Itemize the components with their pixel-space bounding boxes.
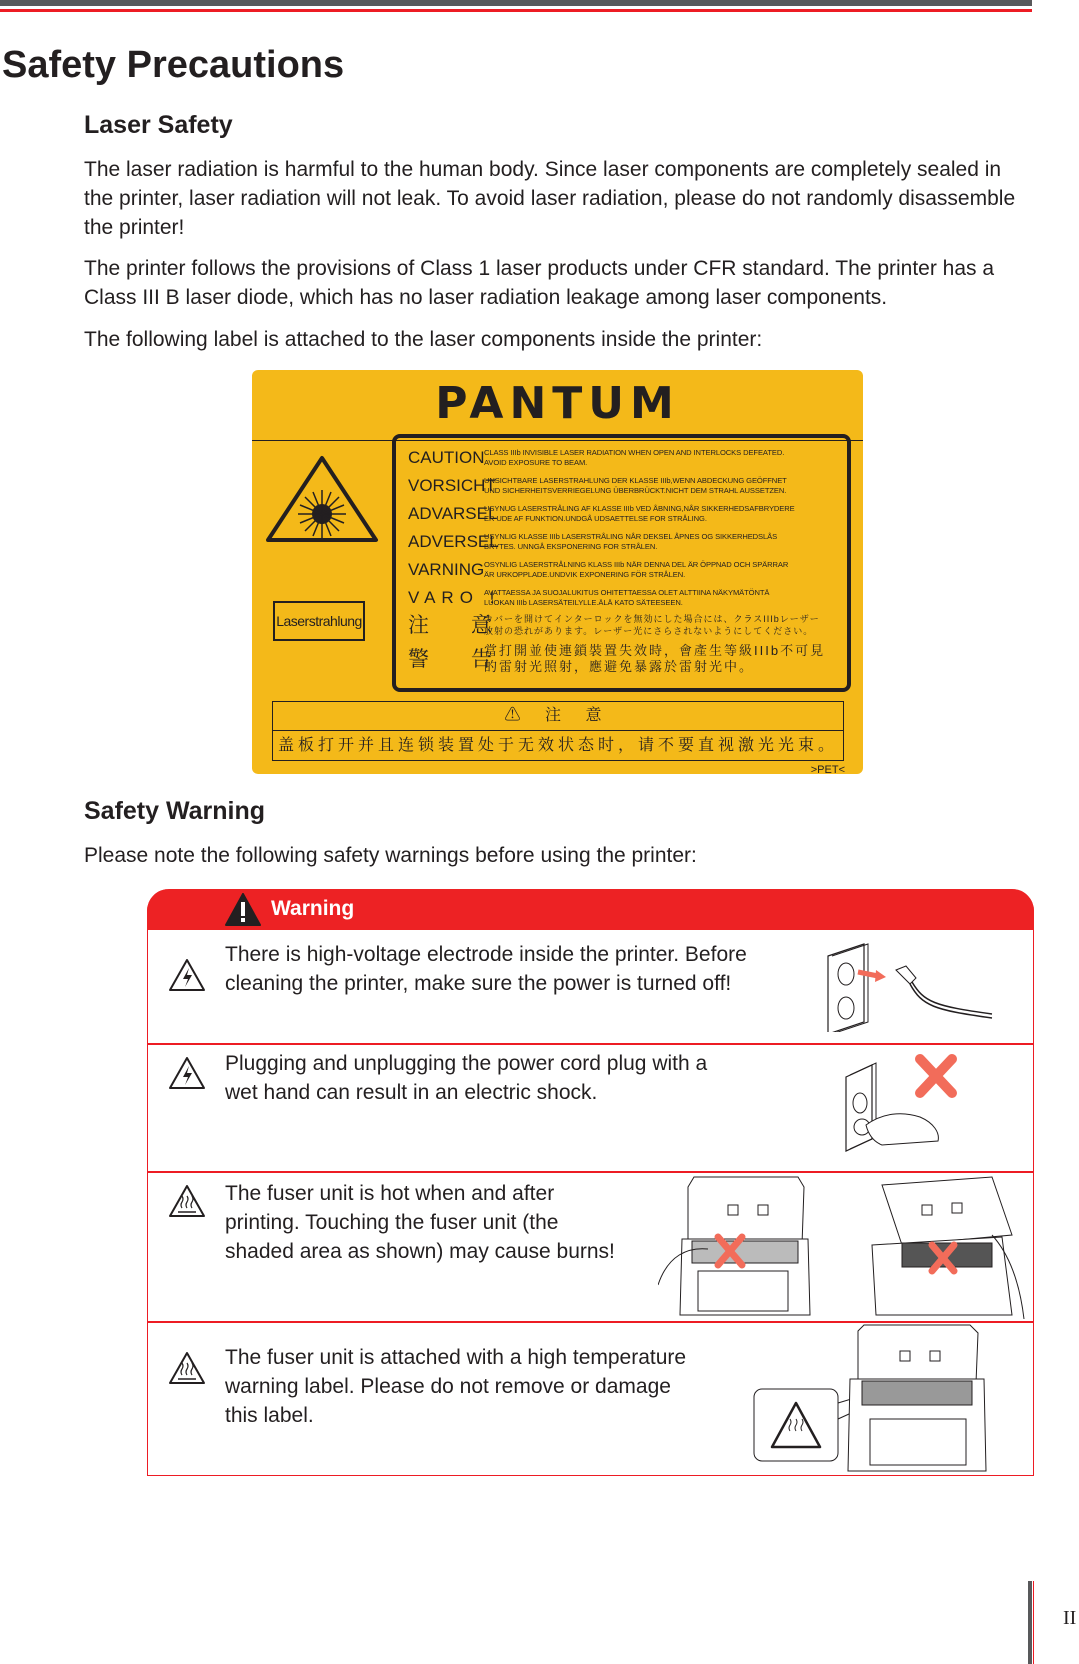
chinese-caution-box [272, 701, 844, 761]
footer-rule-red [1033, 1581, 1034, 1664]
warning-item: The fuser unit is attached with a high temperature warning label. Please do not remove or damage this label. [148, 1321, 1033, 1474]
warning-table-header [147, 889, 1034, 930]
laser-safety-paragraph-2: The printer follows the provisions of Class 1 laser products under CFR standard. The printer has a Class III B laser diode, which has no laser radiation leakage among laser components. [84, 257, 995, 309]
caution-row-da: ADVARSEL USYNUG LASERSTRÅLING AF KLASSE IIIb VED ÅBNING,NÅR SIKKERHEDSAFBRYDERE ER UDE AF FUNKTION.UNDGÅ UDSAETTELSE FOR STRÅLING. [408, 504, 795, 523]
page-title: Safety Precautions [2, 44, 345, 86]
footer-rule-dark [1028, 1581, 1032, 1664]
high-voltage-icon [168, 1056, 206, 1090]
caution-row-de: VORSICHT UNSICHTBARE LASERSTRAHLUNG DER KLASSE IIIb,WENN ABDECKUNG GEÖFFNET UND SICHERHEITSVERRIEGELUNG ÜBERBRÜCKT.NICHT DEM STRAHL AUSSETZEN. [408, 476, 787, 495]
hot-surface-icon [168, 1184, 206, 1218]
header-bar-red [0, 9, 1032, 12]
caution-text-box [392, 434, 851, 692]
hot-surface-icon [168, 1351, 206, 1385]
laser-hazard-icon [264, 454, 380, 544]
caution-row-en: CAUTION CLASS IIIb INVISIBLE LASER RADIATION WHEN OPEN AND INTERLOCKS DEFEATED. AVOID EXPOSURE TO BEAM. [408, 448, 785, 467]
caution-row-zh-tw: 警 告 當打開並使連鎖裝置失效時，會產生等級IIIb不可見 的雷射光照射，應避免暴露於雷射光中。 [408, 643, 826, 674]
warning-item: The fuser unit is hot when and after printing. Touching the fuser unit (the shaded area as shown) may cause burns! [148, 1171, 1033, 1323]
unplug-power-illustration [824, 942, 994, 1032]
laser-safety-paragraph-1: The laser radiation is harmful to the human body. Since laser components are completely sealed in the printer, laser radiation will not leak. To avoid laser radiation, please do not randomly disassemble the printer! [84, 158, 1016, 239]
caution-row-fi: VARO ! AVATTAESSA JA SUOJALUKITUS OHITETTAESSA OLET ALTTIINA NÄKYMÄTÖNTÄ LUOKAN IIIb LASERSÄTEILYLLE.ÄLÄ KATO SÄTEESEEN. [408, 588, 770, 607]
chinese-caution-header: ⚠ 注 意 [273, 702, 843, 731]
warning-table [147, 889, 1034, 1476]
wet-hand-plug-illustration [842, 1053, 962, 1153]
high-temperature-label-illustration [752, 1323, 992, 1473]
fuser-hot-illustration-1 [658, 1175, 818, 1319]
brand-logo: PANTUM [435, 378, 680, 429]
high-voltage-icon [168, 958, 206, 992]
material-mark: >PET< [810, 764, 845, 776]
laser-safety-paragraph-3: The following label is attached to the laser components inside the printer: [84, 328, 763, 351]
laser-safety-heading: Laser Safety [84, 111, 233, 139]
fuser-hot-illustration-2 [862, 1175, 1027, 1319]
warning-item: There is high-voltage electrode inside the printer. Before cleaning the printer, make sure the power is turned off! [148, 930, 1033, 1045]
safety-warning-heading: Safety Warning [84, 797, 266, 825]
caution-row-ja: 注 意 カバーを開けてインターロックを無効にした場合には、クラスIIIbレーザー 放射の恐れがあります。レーザー光にさらされないようにしてください。 [408, 613, 820, 637]
chinese-caution-text: 盖板打开并且连锁装置处于无效状态时，请不要直视激光光束。 [277, 737, 838, 754]
caution-row-sv: VARNING OSYNLIG LASERSTRÅLNING KLASS IIIb NÄR DENNA DEL ÄR ÖPPNAD OCH SPÄRRAR ÄR URKOPPLADE.UNDVIK EXPONERING FÖR STRÅLEN. [408, 560, 789, 579]
exclamation-icon [225, 893, 261, 926]
safety-warning-intro: Please note the following safety warnings before using the printer: [84, 844, 697, 867]
warning-item: Plugging and unplugging the power cord plug with a wet hand can result in an electric shock. [148, 1043, 1033, 1173]
header-bar-dark [0, 0, 1032, 6]
page-number: II [1063, 1607, 1077, 1629]
caution-row-no: ADVERSEL USYNLIG KLASSE IIIb LASERSTRÅLING NÅR DEKSEL ÅPNES OG SIKKERHEDSLÅS BRYTES. UNNGÅ EKSPONERING FOR STRÅLEN. [408, 532, 778, 551]
warning-title: Warning [271, 897, 355, 920]
laser-warning-label [252, 370, 863, 774]
laserstrahlung-tag: Laserstrahlung [273, 601, 365, 641]
